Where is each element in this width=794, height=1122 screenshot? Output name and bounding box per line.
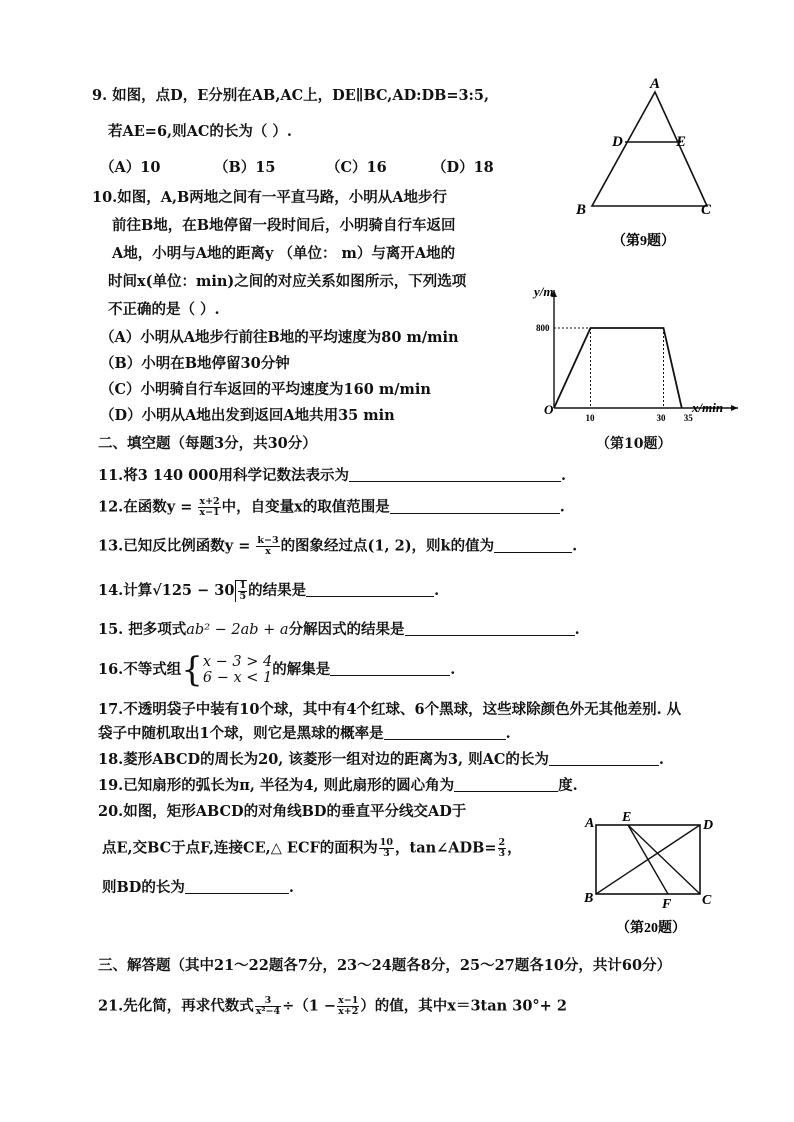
q20-figure-caption: （第20题） bbox=[616, 921, 686, 936]
q13-pre: 13.已知反比例函数y = bbox=[98, 537, 256, 555]
q13-num: k−3 bbox=[257, 535, 279, 546]
q15-answer-blank[interactable] bbox=[405, 621, 575, 636]
q20-line3 bbox=[102, 878, 294, 898]
label-b: B bbox=[576, 202, 587, 218]
q10-option-c: （C）小明骑自行车返回的平均速度为160 m/min bbox=[100, 381, 431, 398]
q13-end: . bbox=[572, 537, 578, 555]
q20-tan-num: 2 bbox=[498, 837, 506, 848]
q20-tan-fraction bbox=[498, 838, 507, 859]
q12-post: 中，自变量x的取值范围是 bbox=[221, 498, 390, 516]
q15 bbox=[98, 620, 580, 640]
q11-text: 11.将3 140 000用科学记数法表示为 bbox=[98, 467, 349, 484]
q12-answer-blank[interactable] bbox=[390, 499, 560, 514]
label-d: D bbox=[703, 818, 714, 833]
q20-line2 bbox=[102, 838, 522, 859]
q18-end: . bbox=[658, 751, 664, 768]
segment-ce bbox=[628, 825, 700, 894]
q14-pre: 14.计算√125 − 30 bbox=[98, 582, 235, 599]
series-line bbox=[554, 328, 682, 408]
q13-post: 的图象经过点(1, 2)，则k的值为 bbox=[280, 537, 495, 555]
q17-answer-blank[interactable] bbox=[384, 725, 506, 740]
q16-pre: 16.不等式组 bbox=[98, 661, 182, 678]
q21-mid: ÷（1 − bbox=[282, 997, 337, 1015]
q20-line2-end: ， bbox=[507, 839, 522, 857]
q21-f2-den: x+2 bbox=[338, 1006, 359, 1017]
q10-line5: 不正确的是（ ）. bbox=[108, 301, 220, 318]
q20-tan-den: 3 bbox=[498, 848, 506, 859]
q12 bbox=[98, 497, 565, 518]
q20-area-den: 3 bbox=[383, 848, 390, 859]
label-c: C bbox=[701, 202, 712, 218]
q11 bbox=[98, 466, 566, 486]
q16-post: 的解集是 bbox=[272, 661, 331, 678]
q10-line4: 时间x(单位：min)之间的对应关系如图所示，下列选项 bbox=[108, 273, 467, 290]
q20-line1: 20.如图，矩形ABCD的对角线BD的垂直平分线交AD于 bbox=[98, 803, 467, 820]
q16-ineq2: 6 − x < 1 bbox=[202, 670, 273, 686]
q21-pre: 21.先化简，再求代数式 bbox=[98, 997, 254, 1015]
label-f: F bbox=[662, 897, 672, 912]
q15-pre: 15. 把多项式 bbox=[98, 621, 187, 638]
q18-text: 18.菱形ABCD的周长为20, 该菱形一组对边的距离为3, 则AC的长为 bbox=[98, 751, 549, 768]
q10-distance-time-chart bbox=[528, 280, 748, 425]
q21-fraction2 bbox=[337, 996, 359, 1017]
q12-pre: 12.在函数y = bbox=[98, 498, 198, 516]
q9-figure-caption: （第9题） bbox=[612, 234, 675, 249]
q10-option-d: （D）小明从A地出发到返回A地共用35 min bbox=[100, 407, 395, 424]
q16-end: . bbox=[450, 661, 456, 678]
q19-end: 度. bbox=[558, 777, 578, 794]
q13-answer-blank[interactable] bbox=[494, 538, 572, 553]
y-tick-label-800: 800 bbox=[536, 323, 550, 333]
x-axis-arrow bbox=[731, 405, 738, 411]
q17-line1: 17.不透明袋子中装有10个球，其中有4个红球、6个黑球，这些球除颜色外无其他差别. 从 bbox=[98, 701, 682, 718]
q18 bbox=[98, 750, 664, 770]
q17-line2 bbox=[98, 724, 511, 744]
q21-f1-num: 3 bbox=[255, 996, 281, 1007]
q19-answer-blank[interactable] bbox=[454, 777, 558, 792]
q20-line2-pre: 点E,交BC于点F,连接CE,△ ECF的面积为 bbox=[102, 839, 378, 857]
q9-line2: 若AE=6,则AC的长为（ ）. bbox=[108, 123, 292, 140]
q13-fraction bbox=[256, 536, 279, 557]
q21-fraction1 bbox=[255, 996, 281, 1017]
label-e: E bbox=[622, 810, 632, 825]
q9-line1: 9. 如图，点D，E分别在AB,AC上，DE∥BC,AD:DB=3:5, bbox=[92, 87, 490, 104]
label-a: A bbox=[650, 76, 661, 92]
label-c: C bbox=[702, 893, 712, 908]
q13 bbox=[98, 536, 577, 557]
q15-post: 分解因式的结果是 bbox=[288, 621, 405, 638]
q20-area-fraction bbox=[379, 838, 394, 859]
origin-label: O bbox=[544, 402, 554, 417]
q16-system bbox=[203, 654, 272, 686]
q12-end: . bbox=[559, 498, 565, 516]
triangle-abc bbox=[592, 92, 707, 206]
q14-end: . bbox=[434, 582, 440, 599]
q15-end: . bbox=[574, 621, 580, 638]
q9-option-c: （C）16 bbox=[326, 159, 387, 176]
q17-text: 袋子中随机取出1个球，则它是黑球的概率是 bbox=[98, 725, 384, 742]
q14-num: 1 bbox=[239, 580, 247, 591]
q15-expression: ab² − 2ab + a bbox=[186, 622, 289, 638]
q9-option-d: （D）18 bbox=[432, 159, 494, 176]
q10-line1: 10.如图，A,B两地之间有一平直马路，小明从A地步行 bbox=[92, 189, 448, 206]
section2-title: 二、填空题（每题3分，共30分） bbox=[98, 435, 317, 452]
q20-end: . bbox=[288, 879, 294, 896]
q20-rectangle-figure bbox=[576, 810, 726, 940]
q20-area-num: 10 bbox=[379, 837, 394, 848]
q20-line3-text: 则BD的长为 bbox=[102, 879, 185, 896]
label-d: D bbox=[612, 134, 623, 150]
q14-den: 5 bbox=[239, 591, 247, 602]
x-tick-label-30: 30 bbox=[656, 413, 666, 423]
q19 bbox=[98, 776, 578, 796]
q12-fraction bbox=[198, 497, 220, 518]
q11-end: . bbox=[560, 467, 567, 484]
q16-brace: { bbox=[181, 650, 203, 690]
q14 bbox=[98, 580, 439, 602]
q21-f2-num: x−1 bbox=[338, 995, 359, 1006]
segment-ef bbox=[628, 825, 668, 894]
q10-line3: A地，小明与A地的距离y （单位： m）与离开A地的 bbox=[112, 245, 456, 262]
q18-answer-blank[interactable] bbox=[549, 751, 659, 766]
q12-num: x+2 bbox=[199, 496, 220, 507]
q14-answer-blank[interactable] bbox=[306, 582, 434, 597]
q21-post: ）的值，其中x＝3tan 30°+ 2 bbox=[360, 997, 567, 1015]
q19-text: 19.已知扇形的弧长为π, 半径为4, 则此扇形的圆心角为 bbox=[98, 777, 455, 794]
q14-sqrt-fraction bbox=[235, 580, 247, 602]
q17-end: . bbox=[505, 725, 511, 742]
y-axis-label: y/m bbox=[534, 284, 554, 299]
label-b: B bbox=[584, 891, 594, 906]
q16 bbox=[98, 652, 455, 688]
q16-answer-blank[interactable] bbox=[330, 661, 450, 676]
q9-triangle-figure bbox=[570, 70, 730, 250]
q9-option-b: （B）15 bbox=[214, 159, 276, 176]
x-tick-label-10: 10 bbox=[585, 413, 595, 423]
q16-ineq1: x − 3 > 4 bbox=[202, 654, 273, 670]
q20-answer-blank[interactable] bbox=[185, 879, 289, 894]
q11-answer-blank[interactable] bbox=[349, 467, 561, 482]
q21-f1-den: x²−4 bbox=[255, 1006, 281, 1017]
q20-line2-mid: ，tan∠ADB= bbox=[395, 839, 497, 857]
q10-line2: 前往B地，在B地停留一段时间后，小明骑自行车返回 bbox=[112, 217, 456, 234]
q9-option-a: （A）10 bbox=[100, 159, 161, 176]
section3-title: 三、解答题（其中21～22题各7分，23～24题各8分，25～27题各10分，共计60分） bbox=[98, 957, 672, 974]
q14-post: 的结果是 bbox=[248, 582, 307, 599]
q10-option-a: （A）小明从A地步行前往B地的平均速度为80 m/min bbox=[100, 329, 459, 346]
q10-caption: （第10题） bbox=[596, 436, 672, 452]
q12-den: x−1 bbox=[199, 507, 220, 518]
x-tick-label-35: 35 bbox=[683, 413, 693, 423]
label-a: A bbox=[585, 816, 595, 831]
label-e: E bbox=[676, 134, 687, 150]
q13-den: x bbox=[265, 546, 271, 557]
x-axis-label: x/min bbox=[692, 400, 724, 415]
q10-option-b: （B）小明在B地停留30分钟 bbox=[100, 355, 290, 372]
q21 bbox=[98, 996, 567, 1017]
